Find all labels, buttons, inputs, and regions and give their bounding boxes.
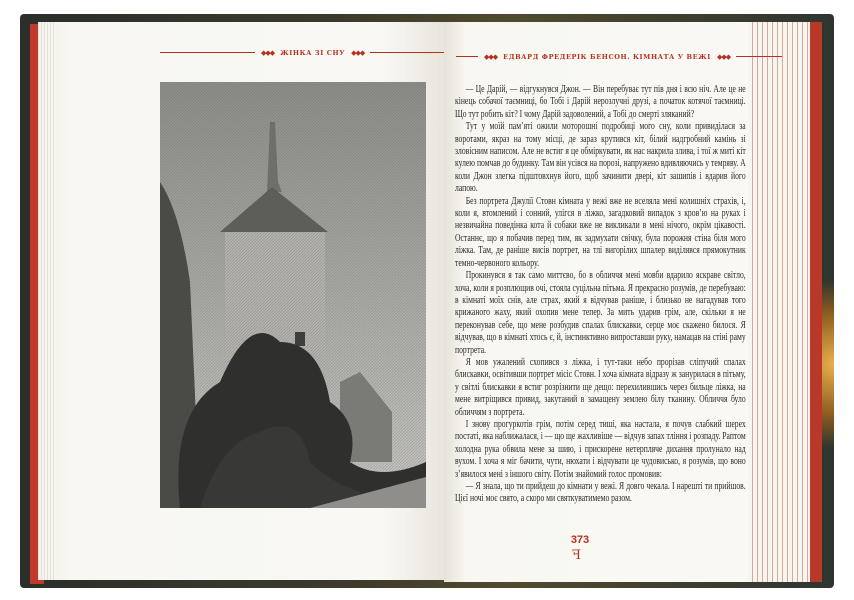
paragraph: Прокинувся я так само миттєво, бо в обличчя мені мовби вдарило яскраве світло, хоча, коли я розплющив очі, стояла суцільна пітьма. Я прекрасно розумів, де перебуваю: в кімнаті моїх снів, але страх, який я відчував раніше, і близько не нагадував того крижаного жаху, який охопив мене тепер. За мить ударив грім, але, скільки я не переконував себе, що мене розбудив спалах блискавки, серце моє скажено билося. Я відчував, що в кімнаті хтось є, й, інстинктивно випроставши руку, намацав на стіні раму портрета. xyxy=(455,270,746,356)
paragraph: — Я знала, що ти прийдеш до кімнати у вежі. Я довго чекала. І нарешті ти прийшов. Цієї ночі моє свято, а скоро ми святкуватимемо разом. xyxy=(455,481,746,505)
paragraph: Без портрета Джулії Стовн кімната у вежі вже не вселяла мені колишніх страхів, і, коли я, втомлений і сонний, улігся в ліжко, загадковий випадок з кров’ю на руках і незвичайна поведінка кота й собаки вже не викликали в мені нічого, окрім цікавості. Останнє, що я побачив перед тим, як задмухати свічку, була порожня стіна біля мого ліжка. Там, де раніше висів портрет, на тлі вигорілих шпалер виділявся прямокутник темно-червоного кольору. xyxy=(455,195,746,269)
red-endpaper-right xyxy=(808,22,822,582)
ornament-icon: ◆◆◆ xyxy=(351,48,365,57)
ornament-icon: ◆◆◆ xyxy=(484,52,498,61)
running-head-text: ЕДВАРД ФРЕДЕРІК БЕНСОН. КІМНАТА У ВЕЖІ xyxy=(503,52,711,61)
running-head-text: ЖІНКА ЗІ СНУ xyxy=(280,48,346,57)
folio-ornament-icon: ꟻ xyxy=(572,548,582,563)
page-edges xyxy=(38,22,56,580)
paragraph: І знову прогуркотів грім, потім серед тиші, яка настала, я почув слабкий шерех постаті, яка наближалася, і — що ще жахливіше — відчув запах тління і розпаду. Раптом холодна рука обвила мене за шию, і прискорене нетерпляче дихання пролунало над вухом. І хоча я міг бачити, чути, нюхати і відчувати це чудовисько, я розумів, що воно з’явилося мені з іншого світу. Потім знайомий голос промовив: xyxy=(455,418,746,480)
body-text xyxy=(455,84,746,506)
running-head-right xyxy=(456,52,782,61)
page-edges xyxy=(748,22,810,582)
ornament-icon: ◆◆◆ xyxy=(716,52,731,61)
paragraph: Тут у моїй пам’яті ожили моторошні подробиці мого сну, коли привиділася за воротами, якраз на тому місці, де зараз крутився кіт, білий надгробний камінь зі зловісним написом. Але не встиг я це обміркувати, як нас накрила злива, і тої ж миті кіт кулею помчав до будинку. Там він усівся на порозі, напружено вдивляючись у темряву. А коли Джон злегка підштовхнув його, щоб зачинити двері, кіт зашипів і вдарив його лапою. xyxy=(455,121,746,195)
paragraph: — Це Дарій, — відгукнувся Джон. — Він перебуває тут пів дня і всю ніч. Але це не кінець собачої таємниці, бо Тобі і Дарій нерозлучні друзі, а початок котячої таємниці. Що тут робить кіт? І чому Дарій задоволений, а Тобі до смерті зляканий? xyxy=(455,84,746,120)
paragraph: Я мов ужалений схопився з ліжка, і тут-таки небо прорізав сліпучий спалах блискавки, освітивши портрет місіс Стовн. І хоча кімната відразу ж занурилася в пітьму, у світлі блискавки я встиг розрізнити ще дещо: перехилившись через бильце ліжка, на мене витріщився привид, закутаний в замащену землею білу тканину. Обличчя було обличчям з портрета. xyxy=(455,356,746,418)
tower-illustration xyxy=(160,82,426,508)
ornament-icon: ◆◆◆ xyxy=(261,48,275,57)
page-number: 373 xyxy=(570,534,590,546)
running-head-left xyxy=(160,48,455,57)
